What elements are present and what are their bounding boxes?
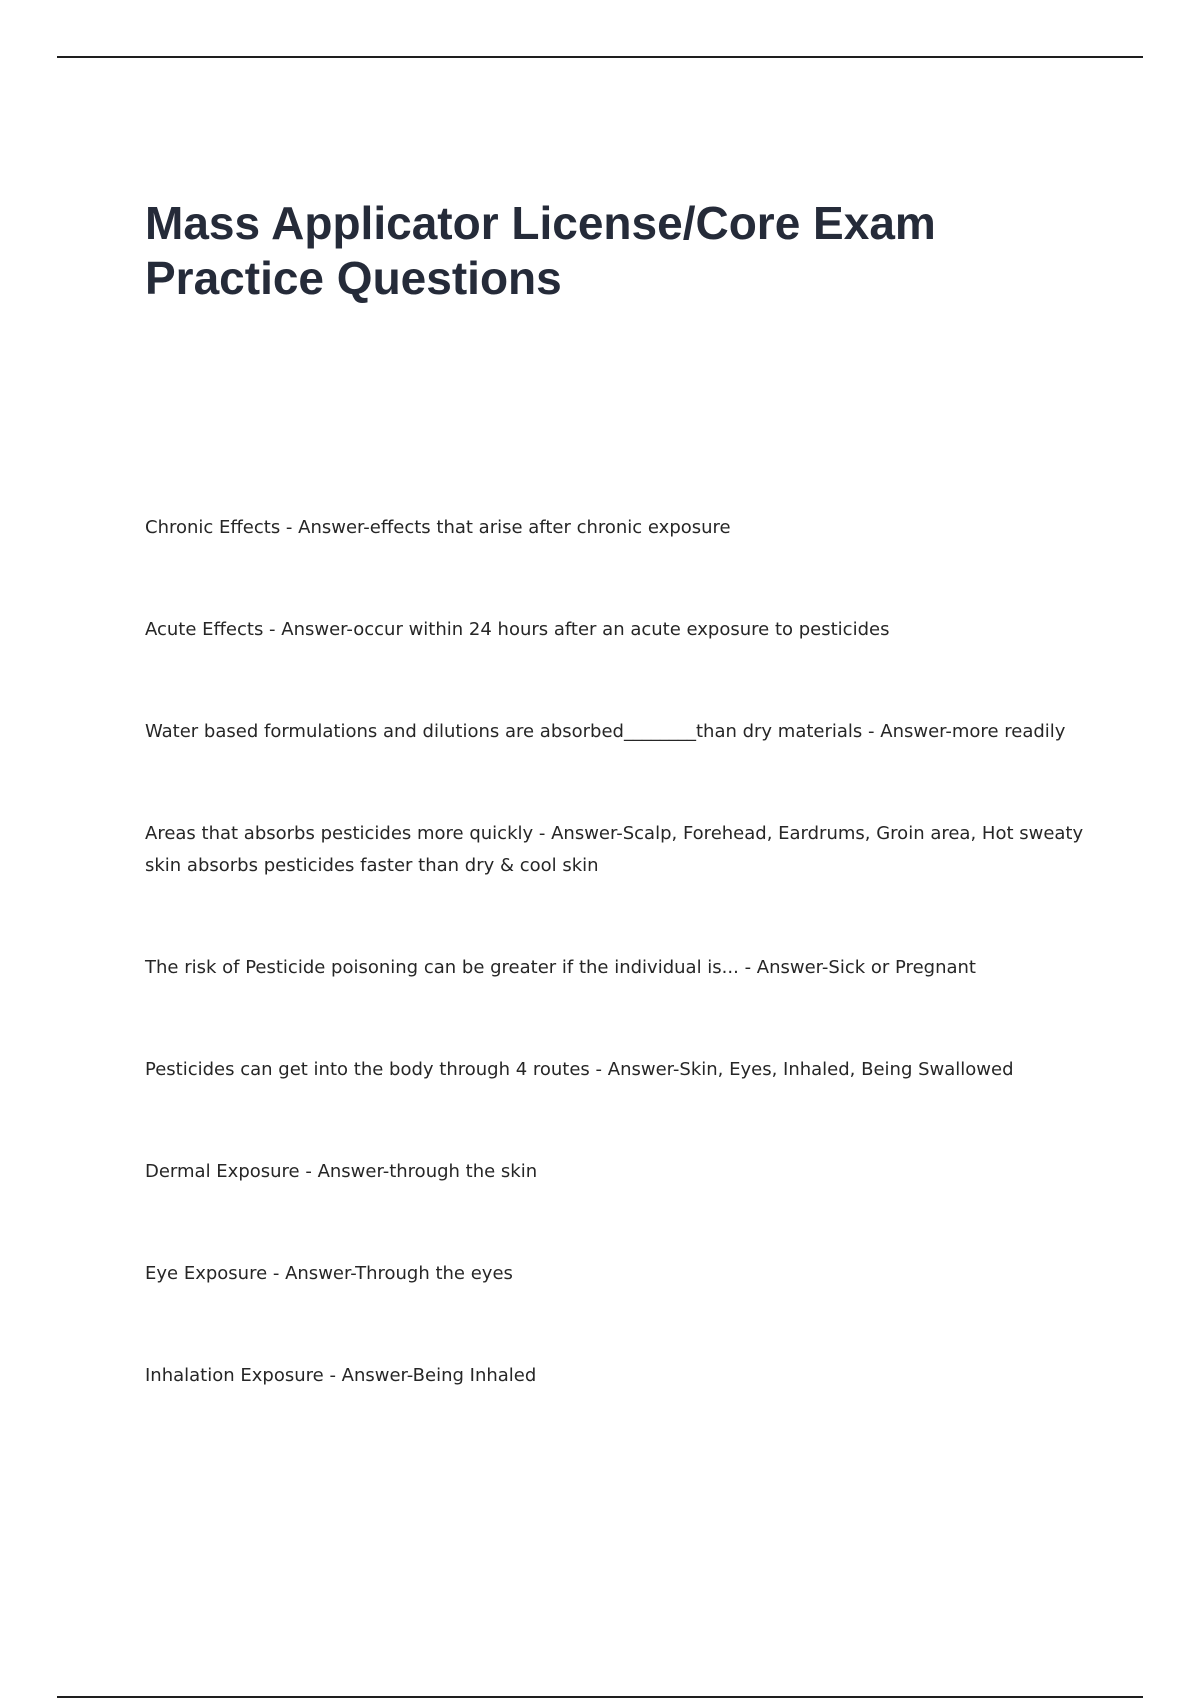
qa-item: Eye Exposure - Answer-Through the eyes [145,1263,513,1284]
bottom-rule [57,1696,1143,1698]
qa-item: The risk of Pesticide poisoning can be greater if the individual is... - Answer-Sick or Pregnant [145,957,976,978]
qa-item: Acute Effects - Answer-occur within 24 hours after an acute exposure to pesticides [145,619,890,640]
qa-item: Water based formulations and dilutions are absorbed________than dry materials - Answer-more readily [145,721,1066,742]
qa-item: Areas that absorbs pesticides more quickly - Answer-Scalp, Forehead, Eardrums, Groin area, Hot sweaty skin absorbs pesticides faster than dry & cool skin [145,823,1084,876]
document-title: Mass Applicator License/Core Exam Practice Questions [145,197,936,304]
top-rule [57,56,1143,58]
qa-item: Pesticides can get into the body through 4 routes - Answer-Skin, Eyes, Inhaled, Being Swallowed [145,1059,1014,1080]
qa-item: Dermal Exposure - Answer-through the skin [145,1161,538,1182]
qa-list [145,512,1095,1392]
qa-item: Chronic Effects - Answer-effects that arise after chronic exposure [145,517,731,538]
qa-item: Inhalation Exposure - Answer-Being Inhaled [145,1365,537,1386]
